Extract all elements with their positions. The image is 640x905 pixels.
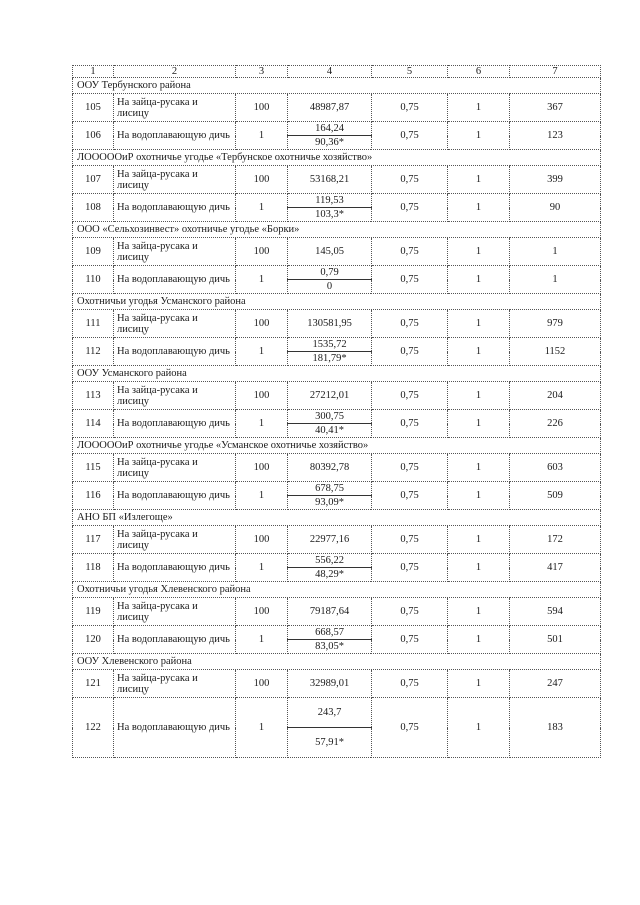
- table-row: [73, 598, 601, 626]
- row-description: На зайца-русака и лисицу: [114, 526, 236, 554]
- row-col4-lower: 103,3*: [288, 208, 372, 222]
- header-cell: 7: [510, 66, 601, 78]
- section-row: [73, 294, 601, 310]
- row-number: 112: [73, 338, 114, 366]
- row-col3: 1: [236, 410, 288, 438]
- row-col7: 501: [510, 626, 601, 654]
- table-row: [73, 454, 601, 482]
- row-col5: 0,75: [372, 670, 448, 698]
- row-col4-upper: 300,75: [288, 410, 372, 424]
- row-col7: 1: [510, 266, 601, 294]
- row-col5: 0,75: [372, 122, 448, 150]
- row-number: 113: [73, 382, 114, 410]
- row-col4: 130581,95: [288, 310, 372, 338]
- row-col5: 0,75: [372, 266, 448, 294]
- row-col5: 0,75: [372, 338, 448, 366]
- row-col6: 1: [448, 94, 510, 122]
- row-number: 122: [73, 698, 114, 758]
- document-page: [72, 65, 600, 758]
- row-col4-upper: 119,53: [288, 194, 372, 208]
- row-number: 118: [73, 554, 114, 582]
- row-col3: 1: [236, 698, 288, 758]
- row-description: На водоплавающую дичь: [114, 338, 236, 366]
- table-row: [73, 310, 601, 338]
- row-col4-lower: 57,91*: [288, 728, 372, 758]
- row-col6: 1: [448, 194, 510, 222]
- row-description: На зайца-русака и лисицу: [114, 454, 236, 482]
- row-description: На водоплавающую дичь: [114, 410, 236, 438]
- row-col4-upper: 164,24: [288, 122, 372, 136]
- row-col4-lower: 93,09*: [288, 496, 372, 510]
- row-col4-upper: 0,79: [288, 266, 372, 280]
- row-number: 116: [73, 482, 114, 510]
- row-col5: 0,75: [372, 94, 448, 122]
- header-cell: 3: [236, 66, 288, 78]
- section-title: ООО «Сельхозинвест» охотничье угодье «Борки»: [73, 222, 601, 238]
- row-col7: 123: [510, 122, 601, 150]
- row-col3: 1: [236, 194, 288, 222]
- table-row: [73, 266, 601, 280]
- row-col6: 1: [448, 554, 510, 582]
- row-col6: 1: [448, 166, 510, 194]
- row-col6: 1: [448, 482, 510, 510]
- table-row: [73, 194, 601, 208]
- row-description: На зайца-русака и лисицу: [114, 238, 236, 266]
- header-cell: 2: [114, 66, 236, 78]
- row-col3: 100: [236, 238, 288, 266]
- table-row: [73, 526, 601, 554]
- row-col3: 100: [236, 382, 288, 410]
- row-col4-upper: 678,75: [288, 482, 372, 496]
- row-number: 121: [73, 670, 114, 698]
- row-col4-lower: 90,36*: [288, 136, 372, 150]
- row-description: На зайца-русака и лисицу: [114, 598, 236, 626]
- row-description: На водоплавающую дичь: [114, 554, 236, 582]
- row-col7: 509: [510, 482, 601, 510]
- row-number: 119: [73, 598, 114, 626]
- row-col4: 79187,64: [288, 598, 372, 626]
- row-col4-lower: 83,05*: [288, 640, 372, 654]
- section-row: [73, 222, 601, 238]
- section-title: АНО БП «Излегоще»: [73, 510, 601, 526]
- row-col3: 100: [236, 310, 288, 338]
- row-col7: 247: [510, 670, 601, 698]
- row-number: 110: [73, 266, 114, 294]
- section-row: [73, 438, 601, 454]
- row-description: На водоплавающую дичь: [114, 122, 236, 150]
- row-col6: 1: [448, 382, 510, 410]
- table-row: [73, 122, 601, 136]
- row-col4: 22977,16: [288, 526, 372, 554]
- hunting-quota-table: [72, 65, 601, 758]
- row-col7: 90: [510, 194, 601, 222]
- row-description: На зайца-русака и лисицу: [114, 382, 236, 410]
- row-col5: 0,75: [372, 382, 448, 410]
- row-number: 106: [73, 122, 114, 150]
- row-col6: 1: [448, 338, 510, 366]
- row-col4: 48987,87: [288, 94, 372, 122]
- table-row: [73, 698, 601, 728]
- row-col3: 1: [236, 554, 288, 582]
- table-row: [73, 238, 601, 266]
- row-col6: 1: [448, 266, 510, 294]
- row-description: На зайца-русака и лисицу: [114, 94, 236, 122]
- section-title: ЛОООООиР охотничье угодье «Усманское охотничье хозяйство»: [73, 438, 601, 454]
- row-col3: 100: [236, 166, 288, 194]
- row-col5: 0,75: [372, 626, 448, 654]
- row-col7: 603: [510, 454, 601, 482]
- row-description: На зайца-русака и лисицу: [114, 166, 236, 194]
- row-col5: 0,75: [372, 598, 448, 626]
- row-col3: 1: [236, 266, 288, 294]
- row-col3: 1: [236, 338, 288, 366]
- row-col5: 0,75: [372, 310, 448, 338]
- row-col7: 226: [510, 410, 601, 438]
- row-col6: 1: [448, 454, 510, 482]
- row-number: 114: [73, 410, 114, 438]
- row-number: 108: [73, 194, 114, 222]
- table-row: [73, 382, 601, 410]
- row-col4-lower: 181,79*: [288, 352, 372, 366]
- section-title: Охотничьи угодья Хлевенского района: [73, 582, 601, 598]
- row-col4-lower: 40,41*: [288, 424, 372, 438]
- row-col4: 32989,01: [288, 670, 372, 698]
- row-description: На водоплавающую дичь: [114, 482, 236, 510]
- row-description: На зайца-русака и лисицу: [114, 670, 236, 698]
- row-col7: 204: [510, 382, 601, 410]
- row-col6: 1: [448, 310, 510, 338]
- row-col7: 399: [510, 166, 601, 194]
- row-number: 115: [73, 454, 114, 482]
- row-col6: 1: [448, 122, 510, 150]
- row-col5: 0,75: [372, 194, 448, 222]
- table-row: [73, 670, 601, 698]
- row-col5: 0,75: [372, 410, 448, 438]
- row-col7: 1152: [510, 338, 601, 366]
- header-cell: 4: [288, 66, 372, 78]
- row-col5: 0,75: [372, 482, 448, 510]
- row-col5: 0,75: [372, 238, 448, 266]
- row-col3: 1: [236, 122, 288, 150]
- row-col6: 1: [448, 670, 510, 698]
- section-row: [73, 150, 601, 166]
- table-row: [73, 554, 601, 568]
- table-row: [73, 338, 601, 352]
- row-col3: 100: [236, 526, 288, 554]
- row-number: 120: [73, 626, 114, 654]
- section-title: Охотничьи угодья Усманского района: [73, 294, 601, 310]
- section-row: [73, 582, 601, 598]
- row-col3: 100: [236, 670, 288, 698]
- row-col6: 1: [448, 238, 510, 266]
- row-col6: 1: [448, 526, 510, 554]
- row-col7: 979: [510, 310, 601, 338]
- header-row: [73, 66, 601, 78]
- row-col6: 1: [448, 598, 510, 626]
- row-col4-lower: 0: [288, 280, 372, 294]
- row-col4: 27212,01: [288, 382, 372, 410]
- row-col3: 1: [236, 626, 288, 654]
- row-number: 111: [73, 310, 114, 338]
- row-description: На зайца-русака и лисицу: [114, 310, 236, 338]
- header-cell: 6: [448, 66, 510, 78]
- row-description: На водоплавающую дичь: [114, 698, 236, 758]
- row-col7: 594: [510, 598, 601, 626]
- row-col4-lower: 48,29*: [288, 568, 372, 582]
- row-description: На водоплавающую дичь: [114, 626, 236, 654]
- row-col6: 1: [448, 626, 510, 654]
- section-title: ООУ Усманского района: [73, 366, 601, 382]
- row-col3: 100: [236, 454, 288, 482]
- row-col6: 1: [448, 698, 510, 758]
- table-row: [73, 482, 601, 496]
- table-row: [73, 94, 601, 122]
- row-col6: 1: [448, 410, 510, 438]
- row-col4-upper: 556,22: [288, 554, 372, 568]
- row-col7: 172: [510, 526, 601, 554]
- row-number: 117: [73, 526, 114, 554]
- section-title: ООУ Тербунского района: [73, 78, 601, 94]
- row-description: На водоплавающую дичь: [114, 194, 236, 222]
- row-col5: 0,75: [372, 698, 448, 758]
- row-number: 107: [73, 166, 114, 194]
- table-row: [73, 410, 601, 424]
- row-col3: 100: [236, 598, 288, 626]
- row-col7: 1: [510, 238, 601, 266]
- section-title: ЛОООООиР охотничье угодье «Тербунское охотничье хозяйство»: [73, 150, 601, 166]
- row-col5: 0,75: [372, 554, 448, 582]
- row-col5: 0,75: [372, 526, 448, 554]
- row-col4: 145,05: [288, 238, 372, 266]
- row-col4: 80392,78: [288, 454, 372, 482]
- section-row: [73, 510, 601, 526]
- row-col7: 367: [510, 94, 601, 122]
- row-number: 109: [73, 238, 114, 266]
- table-row: [73, 626, 601, 640]
- header-cell: 5: [372, 66, 448, 78]
- row-col4-upper: 1535,72: [288, 338, 372, 352]
- section-row: [73, 78, 601, 94]
- row-col4: 53168,21: [288, 166, 372, 194]
- row-col4-upper: 668,57: [288, 626, 372, 640]
- row-description: На водоплавающую дичь: [114, 266, 236, 294]
- row-col5: 0,75: [372, 166, 448, 194]
- row-number: 105: [73, 94, 114, 122]
- row-col7: 183: [510, 698, 601, 758]
- section-row: [73, 366, 601, 382]
- row-col5: 0,75: [372, 454, 448, 482]
- row-col4-upper: 243,7: [288, 698, 372, 728]
- row-col7: 417: [510, 554, 601, 582]
- table-row: [73, 166, 601, 194]
- header-cell: 1: [73, 66, 114, 78]
- row-col3: 1: [236, 482, 288, 510]
- section-row: [73, 654, 601, 670]
- row-col3: 100: [236, 94, 288, 122]
- section-title: ООУ Хлевенского района: [73, 654, 601, 670]
